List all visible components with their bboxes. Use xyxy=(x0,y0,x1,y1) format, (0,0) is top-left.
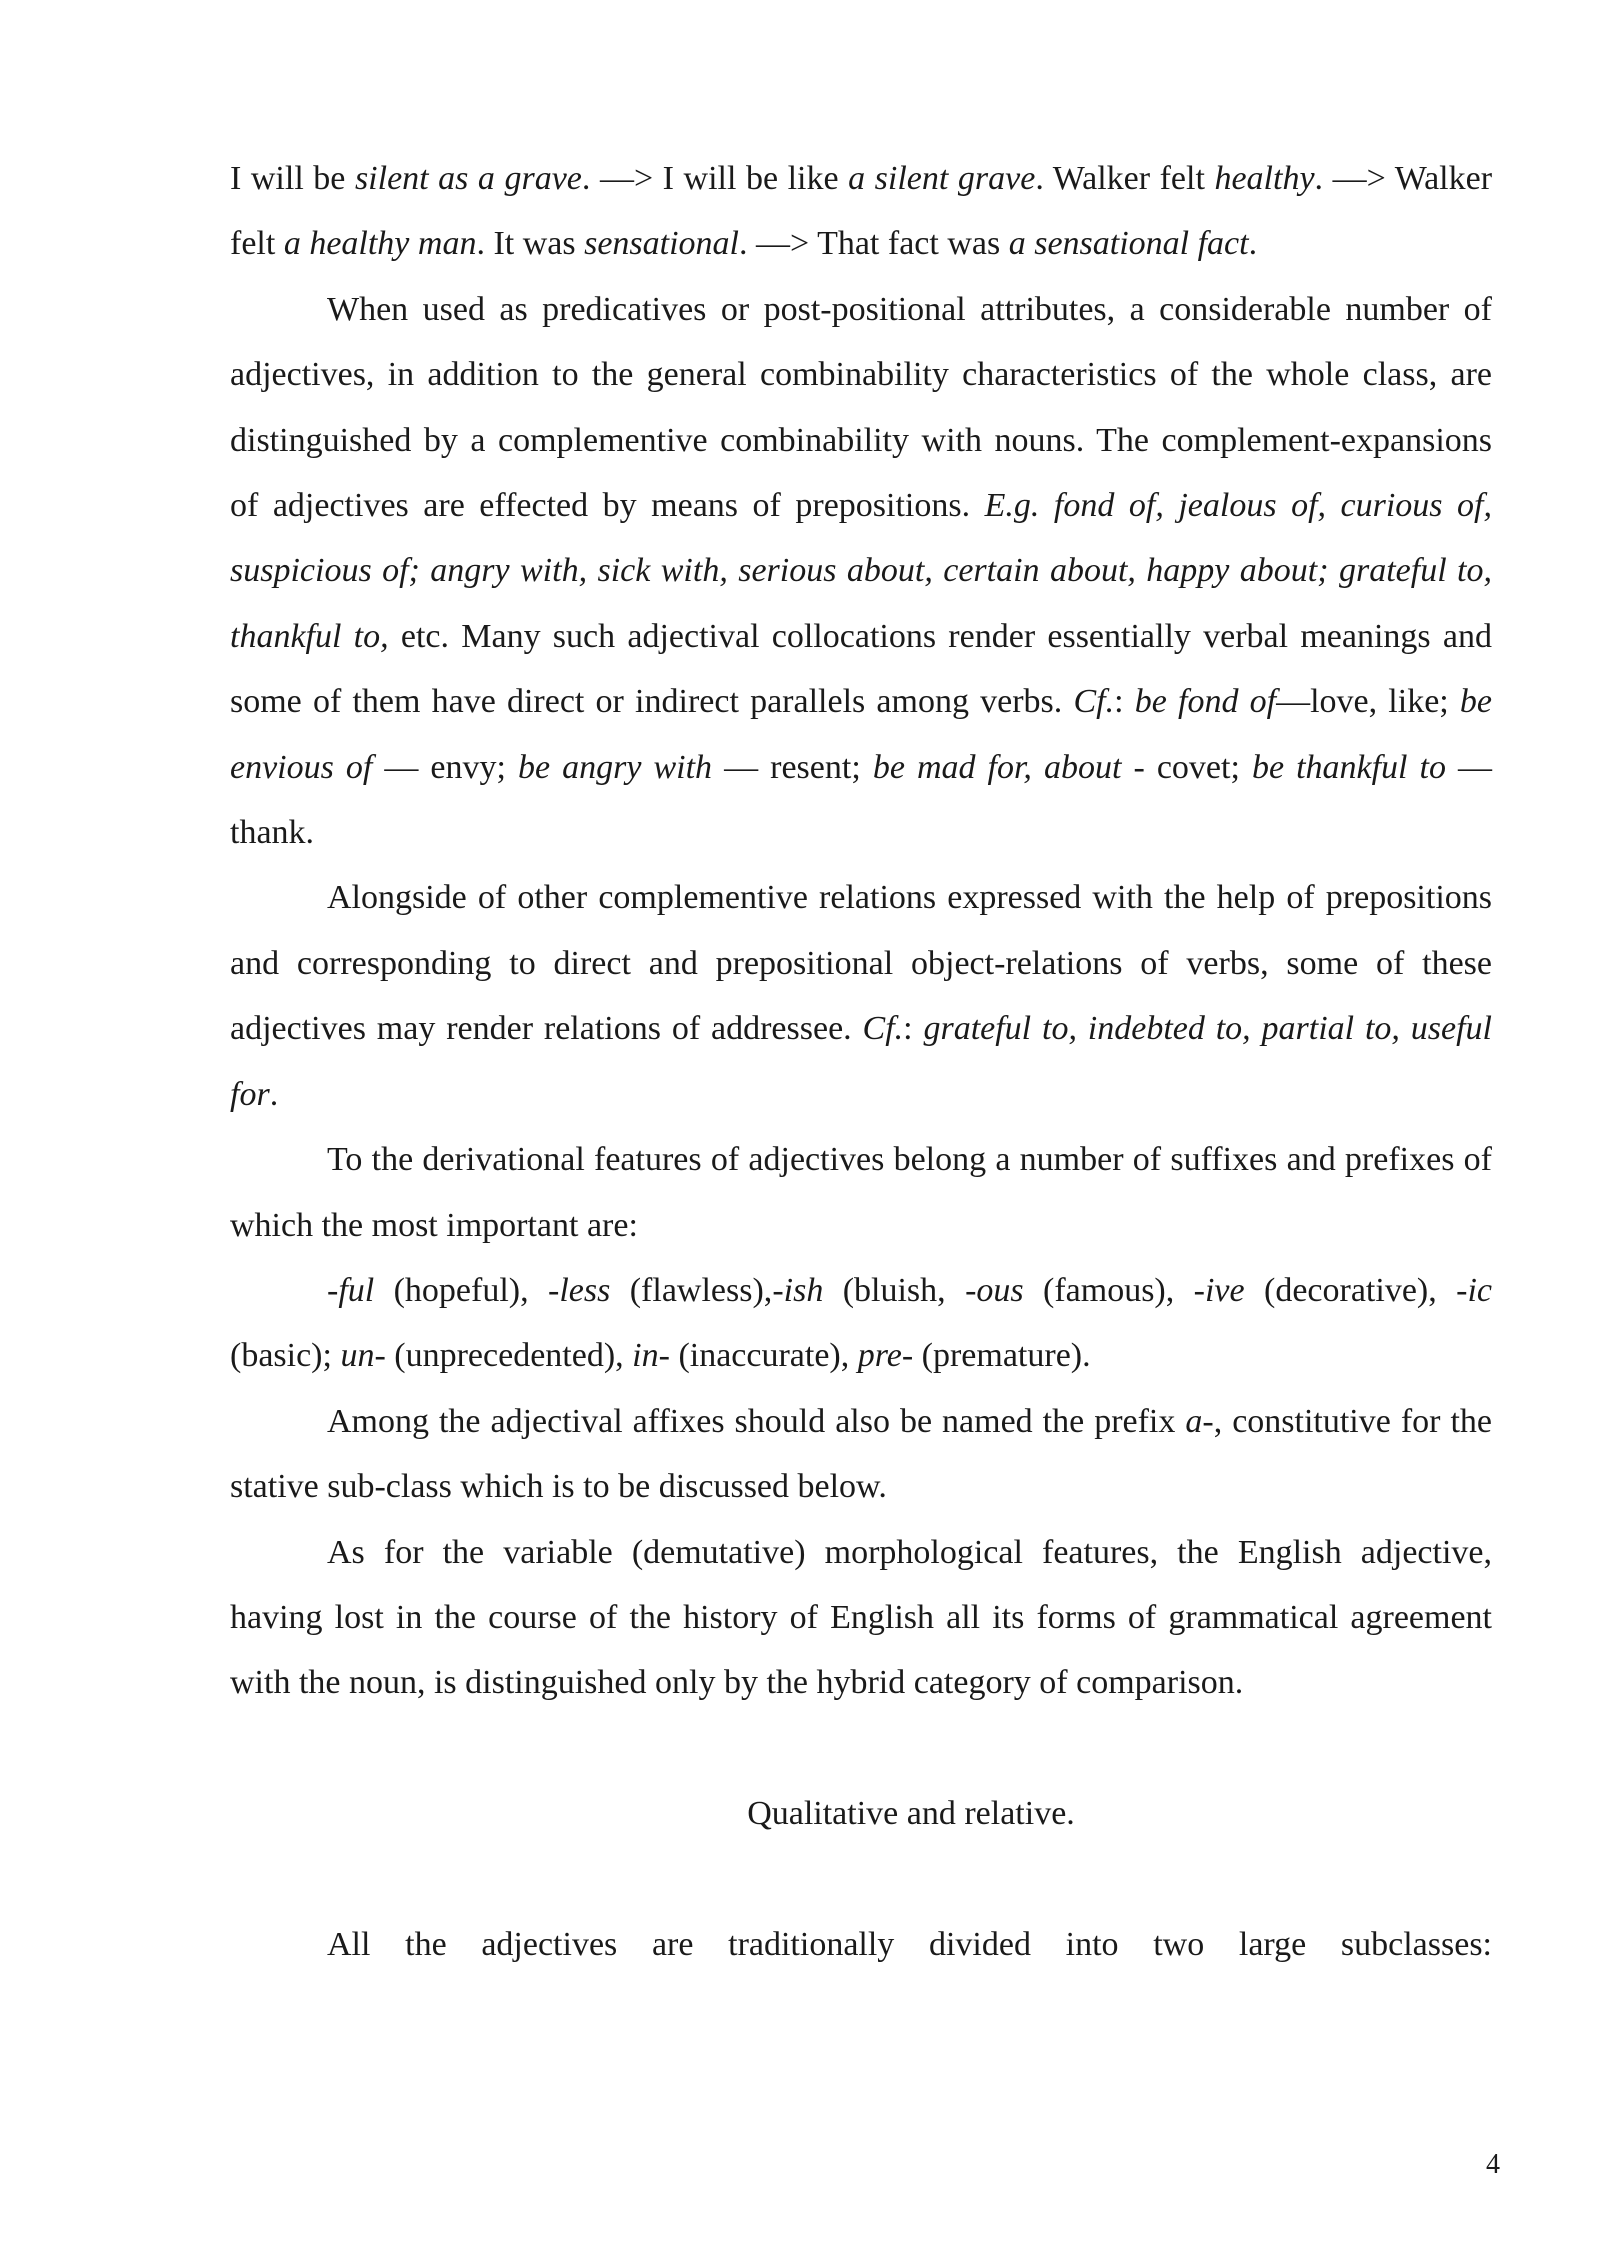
paragraph xyxy=(230,277,1492,866)
italic-run: Cf. xyxy=(862,1010,904,1048)
text-run: . —> That fact was xyxy=(739,225,1009,263)
italic-run: be fond of xyxy=(1134,683,1277,721)
italic-run: -ish xyxy=(772,1271,824,1309)
italic-run: -less xyxy=(548,1271,611,1309)
text-run: I will be xyxy=(230,160,355,197)
text-run: (unprecedented), xyxy=(385,1337,633,1375)
italic-run: -ful xyxy=(327,1271,375,1309)
italic-run: silent as a grave xyxy=(354,160,582,197)
paragraph xyxy=(230,865,1492,1127)
paragraph xyxy=(230,1520,1492,1716)
text-run: As for the variable (demutative) morphological features, the English adjective, having lost in the course of the history of English all its forms of grammatical agreement with the noun, is distinguished only by the hybrid category of comparison. xyxy=(230,1533,1492,1702)
text-run: (premature). xyxy=(913,1337,1091,1375)
text-run: . —> I will be like xyxy=(581,160,849,197)
text-run: — resent; xyxy=(712,748,873,786)
italic-run: a sensational fact xyxy=(1008,225,1249,263)
text-run: (hopeful), xyxy=(374,1271,549,1309)
text-run: (basic); xyxy=(230,1337,341,1375)
text-run: . Walker felt xyxy=(1035,160,1215,197)
text-run: : xyxy=(1114,683,1135,721)
paragraph xyxy=(230,1258,1492,1389)
paragraph xyxy=(230,146,1492,277)
text-run: (decorative), - xyxy=(1244,1271,1468,1309)
text-run: —love, like; xyxy=(1276,683,1460,721)
italic-run: be mad for, about xyxy=(872,748,1122,786)
text-run: . It was xyxy=(476,225,585,263)
section-heading-text: Qualitative and relative. xyxy=(747,1795,1075,1833)
italic-run: grateful to, indebted to, partial to, useful for xyxy=(230,1010,1493,1113)
italic-run: ic xyxy=(1467,1271,1492,1309)
text-run: To the derivational features of adjectives belong a number of suffixes and prefixes of which the most important are: xyxy=(230,1141,1492,1244)
text-run: , constitutive for the stative sub-class which is to be discussed below. xyxy=(230,1402,1493,1506)
italic-run: un- xyxy=(340,1337,386,1375)
italic-run: pre- xyxy=(857,1337,914,1375)
italic-run: in- xyxy=(632,1337,670,1375)
italic-run: a silent grave xyxy=(848,160,1036,197)
italic-run: a healthy man xyxy=(283,225,477,263)
italic-run: Cf. xyxy=(1073,683,1115,721)
text-run: — thank. xyxy=(230,748,1493,852)
text-run: Alongside of other complementive relations expressed with the help of prepositions and corresponding to direct and prepositional object-relations of verbs, some of these adjectives may render relations of addressee. xyxy=(230,879,1492,1048)
paragraph xyxy=(230,1127,1492,1258)
italic-run: sensational xyxy=(584,225,740,263)
text-run: etc. Many such adjectival collocations render essentially verbal meanings and some of them have direct or indirect parallels among verbs. xyxy=(230,617,1492,721)
text-run: — envy; xyxy=(372,748,518,786)
text-run: . xyxy=(1248,225,1258,263)
text-run: - covet; xyxy=(1121,748,1252,786)
italic-run: -ous xyxy=(965,1271,1024,1309)
page-number: 4 xyxy=(1486,2149,1500,2180)
text-run: (inaccurate), xyxy=(669,1337,858,1375)
paragraph xyxy=(230,1389,1492,1520)
paragraph: All the adjectives are traditionally divided into two large subclasses: xyxy=(327,1925,1492,1963)
italic-run: be envious of xyxy=(230,683,1493,786)
text-run: Among the adjectival affixes should also be named the prefix xyxy=(327,1402,1186,1440)
italic-run: -ive xyxy=(1193,1271,1245,1309)
body-text xyxy=(230,146,1492,1977)
italic-run: be angry with xyxy=(518,748,713,786)
text-run: (flawless), xyxy=(610,1271,773,1309)
text-run: . xyxy=(269,1075,279,1113)
italic-run: be thankful to xyxy=(1251,748,1446,786)
italic-run: E.g. fond of, jealous of, curious of, suspicious of; angry with, sick with, serious about, certain about, happy about; grateful to, thankful to, xyxy=(230,487,1492,655)
italic-run: a- xyxy=(1185,1402,1214,1440)
text-run: (bluish, xyxy=(823,1271,966,1309)
text-run: . —> Walker felt xyxy=(230,160,1493,263)
text-run: (famous), xyxy=(1023,1271,1194,1309)
text-run: When used as predicatives or post-positional attributes, a considerable number of adjectives, in addition to the general combinability characteristics of the whole class, are distinguished by a complementive combinability with nouns. The complement-expansions of adjectives are effected by means of prepositions. xyxy=(230,290,1492,525)
section-heading xyxy=(230,1716,1492,1912)
text-run: : xyxy=(903,1010,924,1048)
italic-run: healthy xyxy=(1214,160,1315,197)
